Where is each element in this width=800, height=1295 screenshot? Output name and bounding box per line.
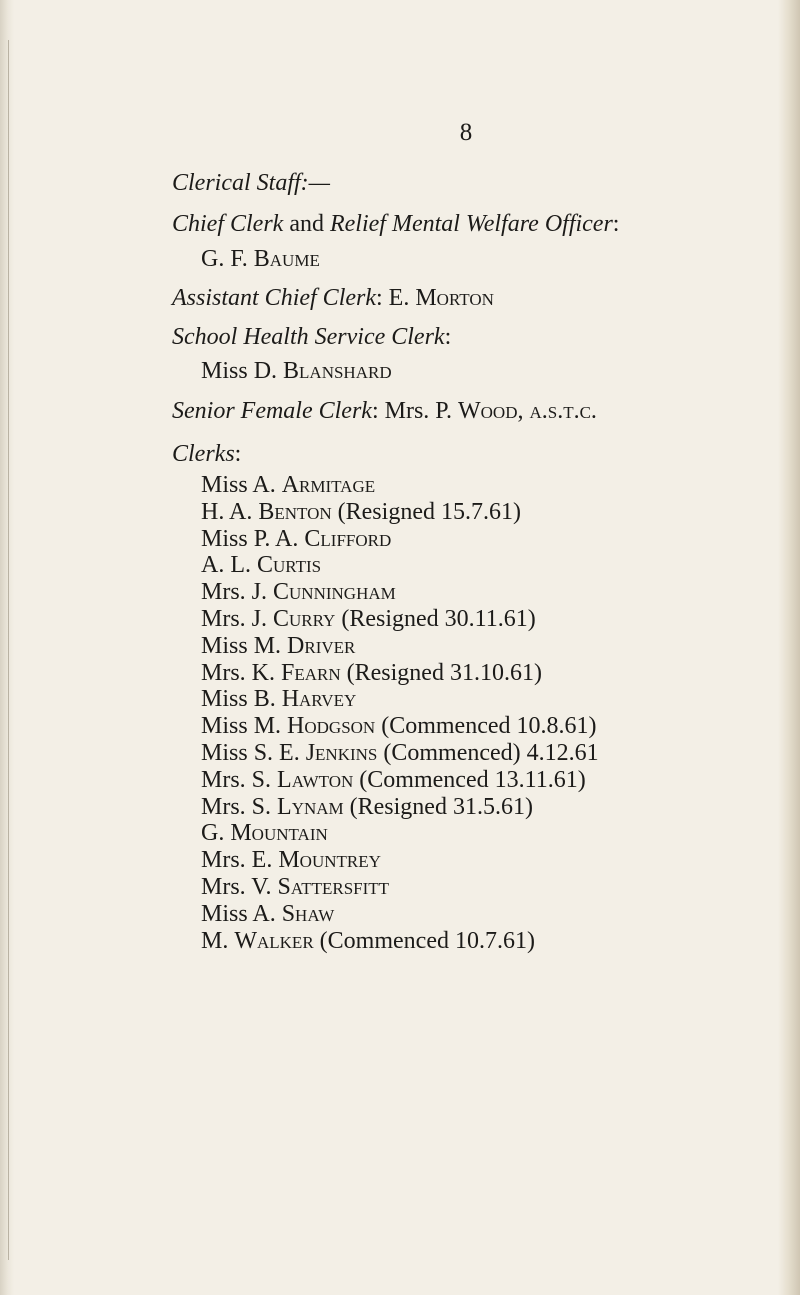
senior-female-clerk [172,396,597,426]
clerk-entry [201,818,328,848]
clerk-entry [201,604,536,634]
assistant-chief-clerk-colon: : [376,285,383,311]
clerk-entry [201,631,355,661]
clerk-entry [201,926,535,956]
clerk-name-prefix: Miss M. [201,632,282,659]
clerk-surname: Fearn [281,659,341,686]
chief-clerk-surname: Baume [253,246,320,272]
clerk-entry [201,899,334,929]
school-health-clerk-name [201,356,392,386]
senior-female-clerk-title: Senior Female Clerk [172,398,372,424]
clerk-entry [201,684,356,714]
clerks-title: Clerks [172,441,235,467]
chief-clerk-title-a: Chief Clerk [172,211,284,237]
school-health-clerk-title [172,322,451,352]
clerk-entry [201,872,389,902]
assistant-chief-clerk [172,283,494,313]
clerks-heading [172,439,241,469]
clerk-name-prefix: M. [201,927,229,954]
clerk-surname: Lawton [277,766,354,793]
clerk-surname: Curry [273,606,336,632]
clerk-entry [201,577,396,607]
clerk-surname: Harvey [281,686,357,713]
clerk-note: (Resigned 31.10.61) [346,659,542,686]
clerk-entry [201,711,597,741]
clerk-name-prefix: Miss S. E. [201,740,300,766]
clerk-surname: Walker [234,927,314,954]
chief-clerk-title-b: Relief Mental Welfare Officer [329,211,613,237]
clerk-surname: Mountrey [278,847,381,874]
clerk-surname: Lynam [277,793,344,820]
clerk-note: (Resigned 15.7.61) [337,498,521,525]
clerk-entry [201,524,391,554]
clerk-name-prefix: Miss P. A. [201,525,299,552]
clerk-surname: Benton [258,498,332,525]
school-health-clerk-title-text: School Health Service Clerk [172,324,445,350]
clerk-surname: Sattersfitt [277,874,390,900]
clerk-name-prefix: Miss M. [201,713,282,740]
chief-clerk-title [172,209,619,239]
clerk-name-prefix: Mrs. J. [201,579,268,606]
clerk-note: (Commenced) 4.12.61 [383,740,599,766]
clerk-surname: Jenkins [305,740,378,766]
clerk-entry [201,497,521,527]
clerk-entry [201,765,586,795]
clerk-note: (Commenced 13.11.61) [359,766,586,793]
clerk-name-prefix: Miss A. [201,900,276,927]
clerk-name-prefix: Mrs. J. [201,606,268,632]
chief-clerk-colon: : [612,211,620,237]
assistant-chief-clerk-surname: Morton [415,285,494,311]
clerk-name-prefix: A. L. [201,552,251,579]
clerk-entry [201,470,375,500]
school-health-clerk-name-prefix: Miss D. [201,358,278,384]
clerk-entry [201,738,599,768]
clerk-surname: Mountain [230,820,328,847]
school-health-clerk-surname: Blanshard [283,358,392,384]
clerk-name-prefix: Mrs. K. [201,659,276,686]
clerk-surname: Clifford [304,525,392,552]
clerk-name-prefix: Mrs. V. [201,874,272,900]
clerk-surname: Shaw [281,900,335,927]
clerk-name-prefix: Mrs. S. [201,793,272,820]
senior-female-clerk-qualification: a.s.t.c. [529,398,597,424]
clerk-name-prefix: Mrs. S. [201,766,272,793]
clerk-name-prefix: Mrs. E. [201,847,273,874]
senior-female-clerk-surname: Wood, [457,398,524,424]
assistant-chief-clerk-name-prefix: E. [388,285,410,311]
clerk-note: (Commenced 10.7.61) [319,927,535,954]
clerk-surname: Cunningham [273,579,396,606]
clerk-note: (Commenced 10.8.61) [381,713,597,740]
clerk-entry [201,845,381,875]
clerk-surname: Driver [287,632,356,659]
clerk-name-prefix: H. A. [201,498,253,525]
page-right-edge [778,0,800,1295]
senior-female-clerk-colon: : [371,398,379,424]
clerk-name-prefix: Miss B. [201,686,276,713]
clerk-note: (Resigned 30.11.61) [341,606,536,632]
page-left-edge [0,0,14,1295]
senior-female-clerk-name-prefix: Mrs. P. [384,398,452,424]
clerk-name-prefix: Miss A. [201,472,276,498]
clerk-surname: Hodgson [287,713,376,740]
school-health-clerk-colon: : [444,324,452,350]
chief-clerk-name-prefix: G. F. [201,246,248,272]
chief-clerk-name [201,244,320,274]
section-title: Clerical Staff:— [172,170,330,196]
clerk-entry [201,550,321,580]
clerk-surname: Armitage [281,472,376,498]
chief-clerk-title-and: and [289,211,324,237]
page-number: 8 [459,119,473,146]
clerk-entry [201,792,533,822]
clerk-surname: Curtis [257,552,322,579]
clerks-colon: : [234,441,242,467]
clerk-name-prefix: G. [201,820,225,847]
clerk-entry [201,658,542,688]
assistant-chief-clerk-title: Assistant Chief Clerk [172,285,376,311]
clerk-note: (Resigned 31.5.61) [349,793,533,820]
